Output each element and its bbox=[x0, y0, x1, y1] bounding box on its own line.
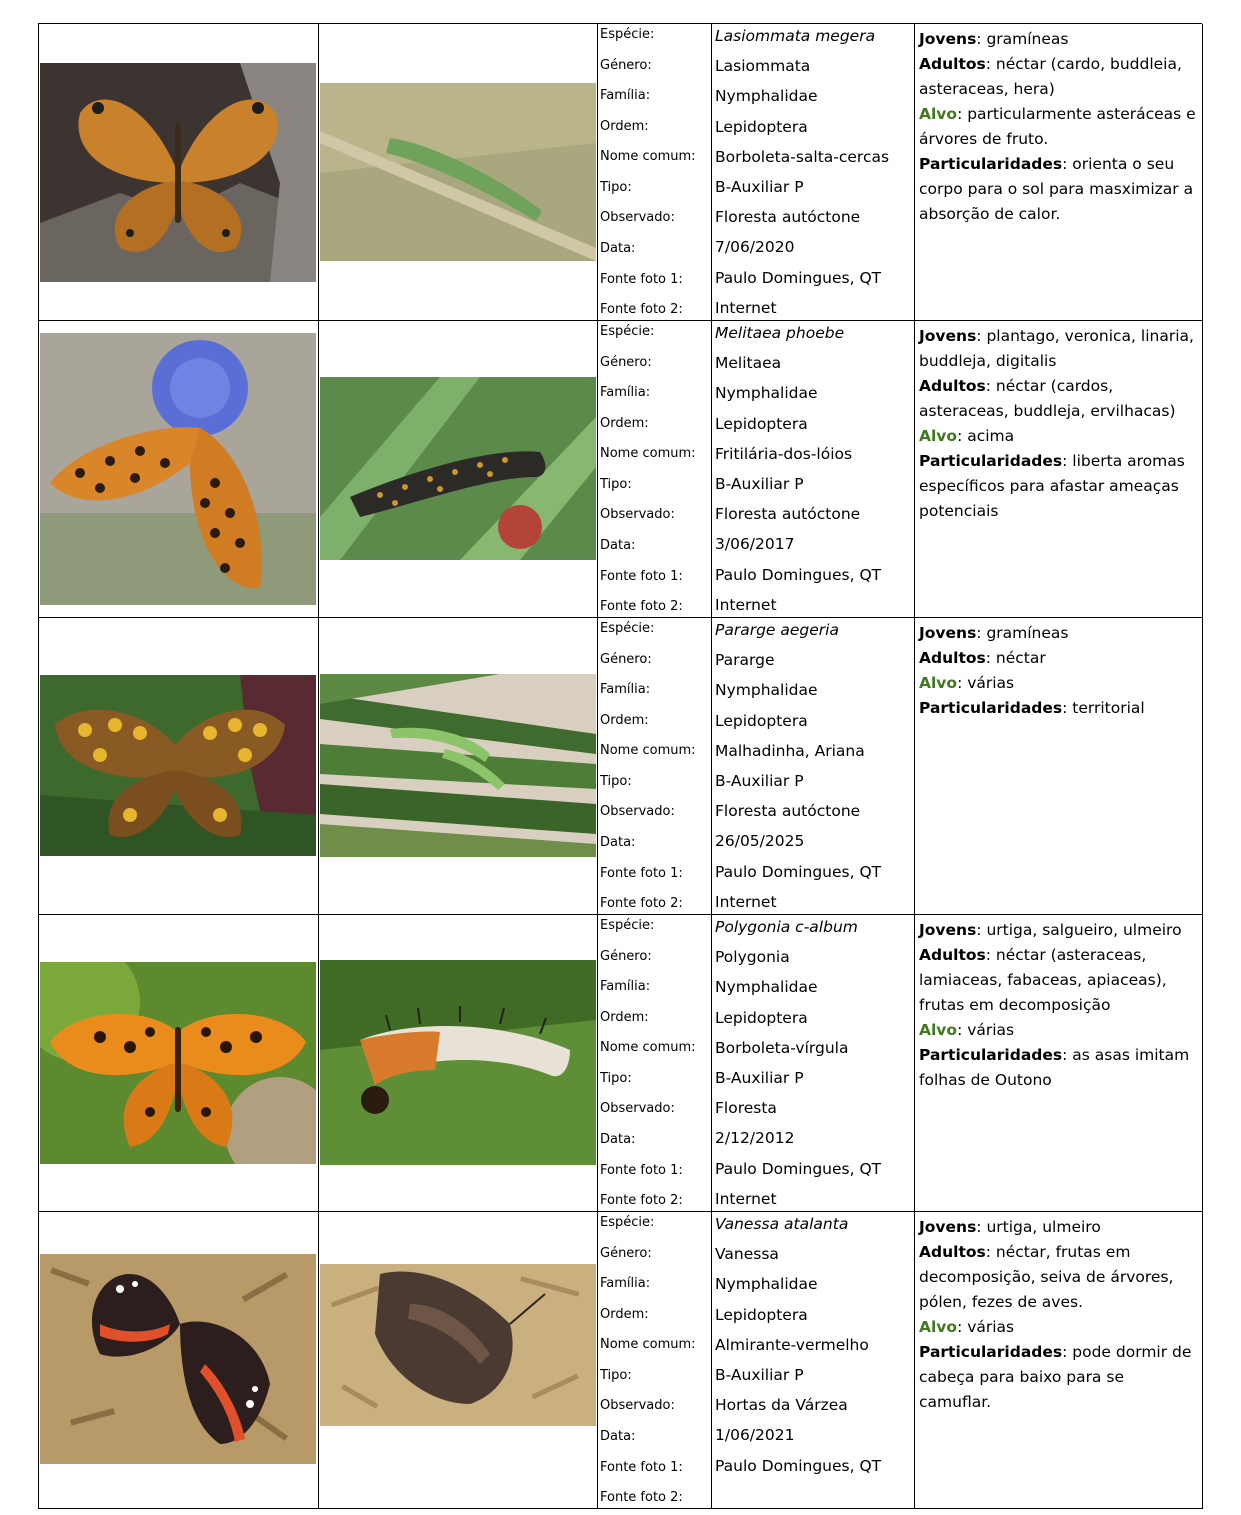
adults-label: Adultos bbox=[919, 55, 986, 73]
field-labels-cell bbox=[598, 24, 712, 321]
juveniles-text: : urtiga, salgueiro, ulmeiro bbox=[976, 921, 1182, 939]
order-value: Lepidoptera bbox=[715, 118, 808, 136]
notes-cell bbox=[915, 915, 1203, 1212]
red-admiral-butterfly-photo bbox=[40, 1254, 316, 1464]
genus-value: Lasiommata bbox=[715, 57, 811, 75]
field-label: Fonte foto 2: bbox=[600, 1490, 683, 1505]
species-sheet bbox=[38, 23, 1202, 1509]
type-value: B-Auxiliar P bbox=[715, 178, 804, 196]
field-label: Nome comum: bbox=[600, 1337, 696, 1352]
observed-value: Floresta autóctone bbox=[715, 208, 861, 226]
field-label: Nome comum: bbox=[600, 743, 696, 758]
common-name-value: Almirante-vermelho bbox=[715, 1336, 869, 1354]
field-label: Nome comum: bbox=[600, 446, 696, 461]
juveniles-text: : gramíneas bbox=[976, 624, 1069, 642]
field-label: Data: bbox=[600, 241, 636, 256]
observed-value: Hortas da Várzea bbox=[715, 1396, 848, 1414]
field-label: Família: bbox=[600, 385, 651, 400]
spiny-dark-caterpillar-photo bbox=[320, 377, 596, 560]
field-label: Fonte foto 2: bbox=[600, 599, 683, 614]
field-label: Família: bbox=[600, 979, 651, 994]
adults-text: : néctar bbox=[985, 649, 1046, 667]
field-label: Ordem: bbox=[600, 713, 649, 728]
larva-photo-cell bbox=[319, 1212, 598, 1509]
field-label: Género: bbox=[600, 355, 652, 370]
family-value: Nymphalidae bbox=[715, 384, 818, 402]
adult-photo-cell bbox=[39, 1212, 319, 1509]
larva-photo-cell bbox=[319, 618, 598, 915]
photo-source-2-value: Internet bbox=[715, 893, 777, 911]
field-label: Espécie: bbox=[600, 324, 655, 339]
adult-photo-cell bbox=[39, 321, 319, 618]
field-values-cell bbox=[712, 915, 915, 1212]
species-row bbox=[39, 1212, 1202, 1509]
target-text: : particularmente asteráceas e árvores de fruto. bbox=[919, 105, 1196, 148]
target-text: : acima bbox=[957, 427, 1015, 445]
photo-source-1-value: Paulo Domingues, QT bbox=[715, 1160, 882, 1178]
field-label: Género: bbox=[600, 652, 652, 667]
species-row bbox=[39, 915, 1202, 1212]
photo-source-1-value: Paulo Domingues, QT bbox=[715, 269, 882, 287]
target-text: : várias bbox=[957, 1318, 1015, 1336]
field-label: Género: bbox=[600, 1246, 652, 1261]
field-label: Família: bbox=[600, 682, 651, 697]
adults-label: Adultos bbox=[919, 649, 986, 667]
photo-source-2-value: Internet bbox=[715, 596, 777, 614]
field-label: Tipo: bbox=[600, 774, 632, 789]
field-label: Fonte foto 1: bbox=[600, 866, 683, 881]
photo-source-2-value: Internet bbox=[715, 1190, 777, 1208]
field-label: Género: bbox=[600, 58, 652, 73]
larva-photo-cell bbox=[319, 24, 598, 321]
juveniles-text: : gramíneas bbox=[976, 30, 1069, 48]
field-label: Nome comum: bbox=[600, 1040, 696, 1055]
observed-value: Floresta bbox=[715, 1099, 777, 1117]
species-name: Vanessa atalanta bbox=[715, 1215, 849, 1233]
field-label: Espécie: bbox=[600, 27, 655, 42]
type-value: B-Auxiliar P bbox=[715, 475, 804, 493]
genus-value: Melitaea bbox=[715, 354, 782, 372]
particularities-label: Particularidades bbox=[919, 155, 1063, 173]
adult-photo-cell bbox=[39, 915, 319, 1212]
species-row bbox=[39, 618, 1202, 915]
field-label: Ordem: bbox=[600, 119, 649, 134]
green-caterpillar-on-grass-photo bbox=[320, 674, 596, 857]
observed-value: Floresta autóctone bbox=[715, 505, 861, 523]
type-value: B-Auxiliar P bbox=[715, 772, 804, 790]
particularities-text: : as asas imitam folhas de Outono bbox=[919, 1046, 1190, 1089]
juveniles-label: Jovens bbox=[919, 921, 977, 939]
date-value: 2/12/2012 bbox=[715, 1129, 795, 1147]
type-value: B-Auxiliar P bbox=[715, 1069, 804, 1087]
field-label: Data: bbox=[600, 835, 636, 850]
adults-label: Adultos bbox=[919, 1243, 986, 1261]
family-value: Nymphalidae bbox=[715, 87, 818, 105]
field-labels-cell bbox=[598, 915, 712, 1212]
field-labels-cell bbox=[598, 618, 712, 915]
notes-cell bbox=[915, 321, 1203, 618]
photo-source-1-value: Paulo Domingues, QT bbox=[715, 1457, 882, 1475]
field-label: Fonte foto 2: bbox=[600, 896, 683, 911]
species-name: Pararge aegeria bbox=[715, 621, 839, 639]
family-value: Nymphalidae bbox=[715, 681, 818, 699]
species-row bbox=[39, 24, 1202, 321]
field-label: Observado: bbox=[600, 1101, 675, 1116]
red-admiral-closed-wings-photo bbox=[320, 1264, 596, 1426]
field-values-cell bbox=[712, 321, 915, 618]
adult-photo-cell bbox=[39, 618, 319, 915]
genus-value: Pararge bbox=[715, 651, 775, 669]
particularities-text: : orienta o seu corpo para o sol para masximizar a absorção de calor. bbox=[919, 155, 1194, 223]
larva-photo-cell bbox=[319, 321, 598, 618]
date-value: 3/06/2017 bbox=[715, 535, 795, 553]
field-values-cell bbox=[712, 1212, 915, 1509]
species-name: Lasiommata megera bbox=[715, 27, 876, 45]
juveniles-text: : urtiga, ulmeiro bbox=[976, 1218, 1101, 1236]
target-label: Alvo bbox=[919, 105, 958, 123]
date-value: 1/06/2021 bbox=[715, 1426, 795, 1444]
field-label: Espécie: bbox=[600, 918, 655, 933]
target-label: Alvo bbox=[919, 1318, 958, 1336]
particularities-text: : territorial bbox=[1062, 699, 1145, 717]
target-label: Alvo bbox=[919, 674, 958, 692]
juveniles-text: : plantago, veronica, linaria, buddleja, digitalis bbox=[919, 327, 1194, 370]
notes-cell bbox=[915, 24, 1203, 321]
field-labels-cell bbox=[598, 1212, 712, 1509]
field-label: Família: bbox=[600, 88, 651, 103]
field-labels-cell bbox=[598, 321, 712, 618]
particularities-label: Particularidades bbox=[919, 452, 1063, 470]
field-label: Tipo: bbox=[600, 1368, 632, 1383]
genus-value: Vanessa bbox=[715, 1245, 779, 1263]
order-value: Lepidoptera bbox=[715, 1306, 808, 1324]
juveniles-label: Jovens bbox=[919, 327, 977, 345]
field-label: Tipo: bbox=[600, 477, 632, 492]
species-name: Melitaea phoebe bbox=[715, 324, 845, 342]
larva-photo-cell bbox=[319, 915, 598, 1212]
photo-source-2-value: Internet bbox=[715, 299, 777, 317]
type-value: B-Auxiliar P bbox=[715, 1366, 804, 1384]
field-label: Observado: bbox=[600, 1398, 675, 1413]
family-value: Nymphalidae bbox=[715, 978, 818, 996]
target-text: : várias bbox=[957, 1021, 1015, 1039]
observed-value: Floresta autóctone bbox=[715, 802, 861, 820]
field-label: Data: bbox=[600, 538, 636, 553]
common-name-value: Borboleta-salta-cercas bbox=[715, 148, 890, 166]
common-name-value: Fritilária-dos-lóios bbox=[715, 445, 853, 463]
field-label: Nome comum: bbox=[600, 149, 696, 164]
comma-caterpillar-on-leaf-photo bbox=[320, 960, 596, 1165]
field-values-cell bbox=[712, 24, 915, 321]
date-value: 26/05/2025 bbox=[715, 832, 805, 850]
date-value: 7/06/2020 bbox=[715, 238, 795, 256]
juveniles-label: Jovens bbox=[919, 1218, 977, 1236]
notes-cell bbox=[915, 618, 1203, 915]
field-label: Espécie: bbox=[600, 621, 655, 636]
photo-source-1-value: Paulo Domingues, QT bbox=[715, 566, 882, 584]
field-label: Observado: bbox=[600, 804, 675, 819]
field-values-cell bbox=[712, 618, 915, 915]
field-label: Tipo: bbox=[600, 1071, 632, 1086]
speckled-wood-butterfly-photo bbox=[40, 675, 316, 856]
species-name: Polygonia c-album bbox=[715, 918, 858, 936]
field-label: Data: bbox=[600, 1429, 636, 1444]
order-value: Lepidoptera bbox=[715, 415, 808, 433]
common-name-value: Malhadinha, Ariana bbox=[715, 742, 865, 760]
comma-butterfly-photo bbox=[40, 962, 316, 1164]
genus-value: Polygonia bbox=[715, 948, 790, 966]
field-label: Fonte foto 1: bbox=[600, 272, 683, 287]
target-label: Alvo bbox=[919, 427, 958, 445]
species-row bbox=[39, 321, 1202, 618]
field-label: Família: bbox=[600, 1276, 651, 1291]
particularities-label: Particularidades bbox=[919, 1046, 1063, 1064]
adults-text: : néctar (cardos, asteraceas, buddleja, ervilhacas) bbox=[919, 377, 1176, 420]
common-name-value: Borboleta-vírgula bbox=[715, 1039, 849, 1057]
family-value: Nymphalidae bbox=[715, 1275, 818, 1293]
field-label: Espécie: bbox=[600, 1215, 655, 1230]
fritillary-on-blue-flower-photo bbox=[40, 333, 316, 605]
field-label: Ordem: bbox=[600, 1010, 649, 1025]
field-label: Fonte foto 2: bbox=[600, 1193, 683, 1208]
particularities-text: : liberta aromas específicos para afastar ameaças potenciais bbox=[919, 452, 1185, 520]
order-value: Lepidoptera bbox=[715, 712, 808, 730]
field-label: Data: bbox=[600, 1132, 636, 1147]
target-label: Alvo bbox=[919, 1021, 958, 1039]
wall-brown-butterfly-photo bbox=[40, 63, 316, 282]
field-label: Observado: bbox=[600, 210, 675, 225]
target-text: : várias bbox=[957, 674, 1015, 692]
field-label: Tipo: bbox=[600, 180, 632, 195]
field-label: Observado: bbox=[600, 507, 675, 522]
particularities-text: : pode dormir de cabeça para baixo para se camuflar. bbox=[919, 1343, 1192, 1411]
field-label: Ordem: bbox=[600, 1307, 649, 1322]
particularities-label: Particularidades bbox=[919, 1343, 1063, 1361]
juveniles-label: Jovens bbox=[919, 624, 977, 642]
order-value: Lepidoptera bbox=[715, 1009, 808, 1027]
field-label: Fonte foto 1: bbox=[600, 1460, 683, 1475]
adults-text: : néctar (cardo, buddleia, asteraceas, hera) bbox=[919, 55, 1182, 98]
field-label: Ordem: bbox=[600, 416, 649, 431]
juveniles-label: Jovens bbox=[919, 30, 977, 48]
adults-text: : néctar, frutas em decomposição, seiva de árvores, pólen, fezes de aves. bbox=[919, 1243, 1174, 1311]
green-caterpillar-on-stem-photo bbox=[320, 83, 596, 261]
notes-cell bbox=[915, 1212, 1203, 1509]
adults-label: Adultos bbox=[919, 946, 986, 964]
adults-label: Adultos bbox=[919, 377, 986, 395]
field-label: Género: bbox=[600, 949, 652, 964]
particularities-label: Particularidades bbox=[919, 699, 1063, 717]
field-label: Fonte foto 2: bbox=[600, 302, 683, 317]
field-label: Fonte foto 1: bbox=[600, 1163, 683, 1178]
photo-source-1-value: Paulo Domingues, QT bbox=[715, 863, 882, 881]
adult-photo-cell bbox=[39, 24, 319, 321]
adults-text: : néctar (asteraceas, lamiaceas, fabaceas, apiaceas), frutas em decomposição bbox=[919, 946, 1167, 1014]
field-label: Fonte foto 1: bbox=[600, 569, 683, 584]
